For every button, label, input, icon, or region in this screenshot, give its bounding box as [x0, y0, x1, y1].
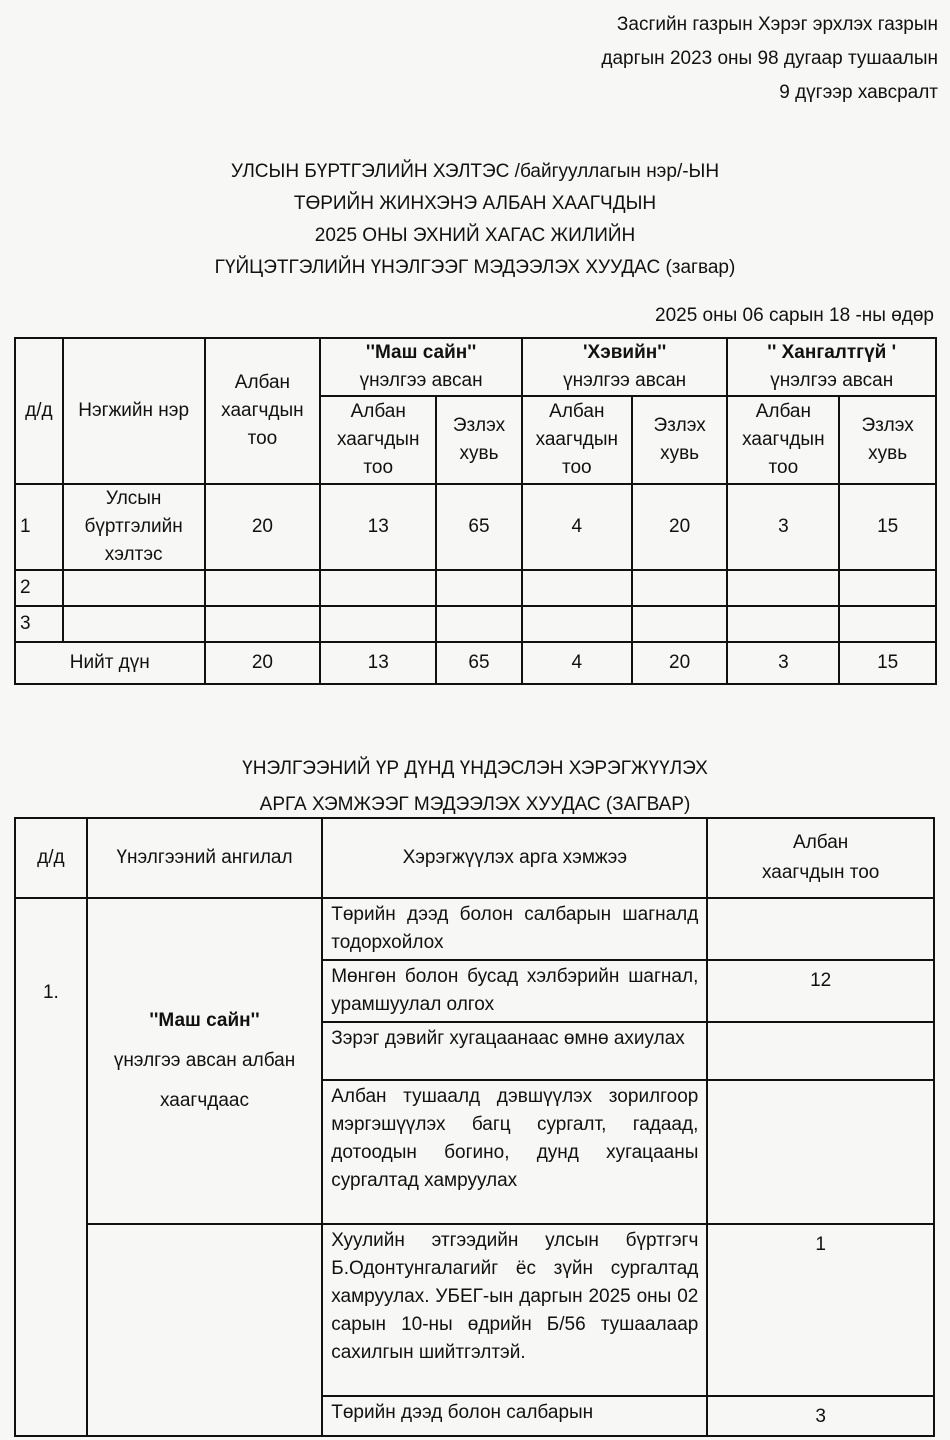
- header-good: [522, 338, 728, 396]
- sub-ex-share: Эзлэх хувь: [436, 396, 522, 484]
- group-category-bold: ''Маш сайн'': [149, 1010, 260, 1031]
- header-unit: Нэгжийн нэр: [63, 338, 205, 484]
- title-line-2: ТӨРИЙН ЖИНХЭНЭ АЛБАН ХААГЧДЫН: [293, 193, 657, 214]
- total-gd-count: 4: [522, 642, 632, 684]
- group-category: [87, 898, 322, 1224]
- measure-cell: Төрийн дээд болон салбарын: [322, 1396, 707, 1436]
- measures-table: [14, 817, 935, 1437]
- group-no: 1.: [15, 898, 87, 1436]
- annex-line-2: даргын 2023 оны 98 дугаар тушаалын: [601, 48, 938, 69]
- measure-cell: Зэрэг дэвийг хугацаанаас өмнө ахиулах: [322, 1022, 707, 1080]
- table-row: [15, 606, 936, 642]
- cell-pr-count: 3: [727, 484, 839, 570]
- section2-title: [0, 751, 950, 823]
- cell-unit: Улсын бүртгэлийн хэлтэс: [63, 484, 205, 570]
- count-cell: [707, 898, 934, 960]
- cell-no: 1: [15, 484, 63, 570]
- section2-title-line-1: ҮНЭЛГЭЭНИЙ ҮР ДҮНД ҮНДЭСЛЭН ХЭРЭГЖҮҮЛЭХ: [242, 758, 708, 779]
- measure-cell: Мөнгөн болон бусад хэлбэрийн шагнал, урамшуулал олгох: [322, 960, 707, 1022]
- cell-count: 20: [205, 484, 321, 570]
- table-row: [15, 484, 936, 570]
- t2-header-category: Үнэлгээний ангилал: [87, 818, 322, 898]
- cell-ex-count: 13: [320, 484, 436, 570]
- section2-title-line-2: АРГА ХЭМЖЭЭГ МЭДЭЭЛЭХ ХУУДАС (ЗАГВАР): [259, 794, 691, 815]
- group-category-rest: үнэлгээ авсан албан хаагчдаас: [113, 1050, 296, 1111]
- cell-gd-share: 20: [632, 484, 728, 570]
- title-line-1: УЛСЫН БҮРТГЭЛИЙН ХЭЛТЭС /байгууллагын нэр/-ЫН: [230, 161, 720, 182]
- measure-cell: Төрийн дээд болон салбарын шагналд тодорхойлох: [322, 898, 707, 960]
- total-pr-share: 15: [839, 642, 936, 684]
- header-poor: [727, 338, 936, 396]
- total-ex-share: 65: [436, 642, 522, 684]
- header-count: Албан хаагчдын тоо: [205, 338, 321, 484]
- header-poor-rated: үнэлгээ авсан: [770, 370, 894, 391]
- cell-ex-share: 65: [436, 484, 522, 570]
- table-row: [15, 1396, 934, 1436]
- report-date: 2025 оны 06 сарын 18 -ны өдөр: [655, 305, 934, 326]
- table-row: [15, 570, 936, 606]
- t2-header-count: [707, 818, 934, 898]
- total-gd-share: 20: [632, 642, 728, 684]
- header-excellent: [320, 338, 522, 396]
- count-cell: 3: [707, 1396, 934, 1436]
- cell-no: 2: [15, 570, 63, 606]
- evaluation-summary-table: [14, 337, 937, 685]
- cell-pr-share: 15: [839, 484, 936, 570]
- total-label: Нийт дүн: [15, 642, 205, 684]
- cell-no: 3: [15, 606, 63, 642]
- annex-line-1: Засгийн газрын Хэрэг эрхлэх газрын: [616, 14, 938, 35]
- sub-pr-count: Албан хаагчдын тоо: [727, 396, 839, 484]
- measure-cell: Хуулийн этгээдийн улсын бүртгэгч Б.Одонтунгалагийг ёс зүйн сургалтад хамруулах. УБЕГ-ын даргын 2025 оны 02 сарын 10-ны өдрийн Б/56 тушаалаар сахилгын шийтгэлтэй.: [322, 1224, 707, 1396]
- t2-header-no: д/д: [15, 818, 87, 898]
- sub-pr-share: Эзлэх хувь: [839, 396, 936, 484]
- header-excellent-title: ''Маш сайн'': [365, 342, 477, 363]
- table-row: [15, 898, 934, 960]
- title-line-3: 2025 ОНЫ ЭХНИЙ ХАГАС ЖИЛИЙН: [314, 225, 636, 246]
- sub-gd-share: Эзлэх хувь: [632, 396, 728, 484]
- count-cell: [707, 1080, 934, 1224]
- annex-note: [601, 8, 938, 110]
- header-good-rated: үнэлгээ авсан: [563, 370, 687, 391]
- measure-cell: Албан тушаалд дэвшүүлэх зорилгоор мэргэшүүлэх багц сургалт, гадаад, дотоодын богино, дунд хугацааны сургалтад хамруулах: [322, 1080, 707, 1224]
- annex-line-3: 9 дүгээр хавсралт: [779, 82, 938, 103]
- total-count: 20: [205, 642, 321, 684]
- total-ex-count: 13: [320, 642, 436, 684]
- title-line-4: ГҮЙЦЭТГЭЛИЙН ҮНЭЛГЭЭГ МЭДЭЭЛЭХ ХУУДАС (загвар): [214, 257, 736, 278]
- sub-gd-count: Албан хаагчдын тоо: [522, 396, 632, 484]
- table-row: [15, 1224, 934, 1396]
- header-no: д/д: [15, 338, 63, 484]
- t2-header-count-text: Албан хаагчдын тоо: [761, 832, 880, 883]
- header-excellent-rated: үнэлгээ авсан: [359, 370, 483, 391]
- count-cell: 12: [707, 960, 934, 1022]
- count-cell: 1: [707, 1224, 934, 1396]
- total-pr-count: 3: [727, 642, 839, 684]
- count-cell: [707, 1022, 934, 1080]
- report-title: [0, 156, 950, 284]
- header-good-title: 'Хэвийн'': [583, 342, 667, 363]
- total-row: [15, 642, 936, 684]
- cell-gd-count: 4: [522, 484, 632, 570]
- t2-header-measure: Хэрэгжүүлэх арга хэмжээ: [322, 818, 707, 898]
- header-poor-title: '' Хангалтгүй ': [767, 342, 897, 363]
- sub-ex-count: Албан хаагчдын тоо: [320, 396, 436, 484]
